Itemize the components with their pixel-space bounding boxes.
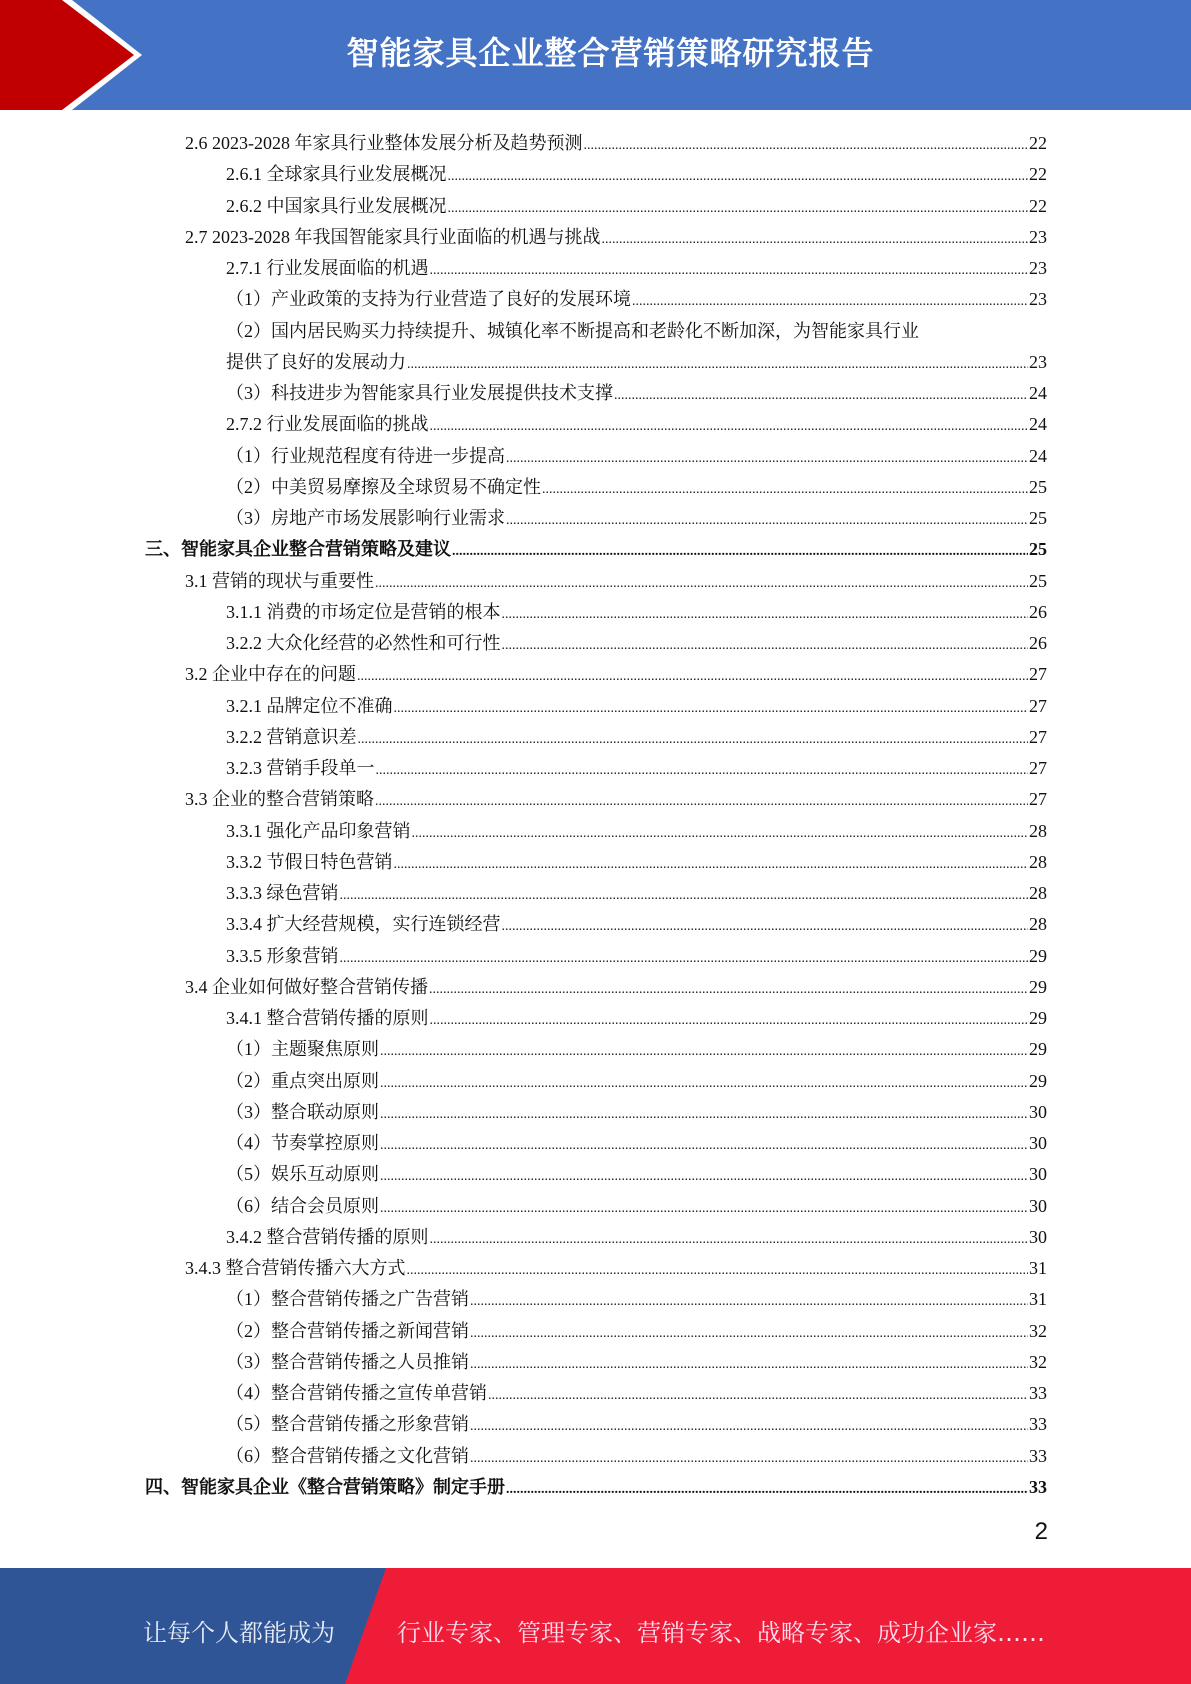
dot-leader bbox=[407, 1253, 1029, 1286]
toc-entry[interactable] bbox=[226, 1066, 1047, 1097]
toc-entry[interactable] bbox=[226, 253, 1047, 284]
toc-entry-page: 32 bbox=[1029, 1320, 1047, 1341]
toc-entry-title: 3.4.3 整合营销传播六大方式 bbox=[185, 1258, 406, 1278]
dot-leader bbox=[375, 566, 1028, 599]
dot-leader bbox=[340, 878, 1029, 911]
dot-leader bbox=[380, 1097, 1028, 1130]
toc-entry-title: 3.2.3 营销手段单一 bbox=[226, 758, 375, 778]
toc-entry-page: 33 bbox=[1029, 1414, 1047, 1435]
header-banner bbox=[0, 0, 1191, 110]
dot-leader bbox=[452, 534, 1028, 567]
toc-entry-title: 3.1 营销的现状与重要性 bbox=[185, 570, 374, 591]
toc-entry-title: （4）整合营销传播之宣传单营销 bbox=[226, 1383, 487, 1403]
toc-entry-page: 27 bbox=[1029, 664, 1047, 685]
toc-entry[interactable] bbox=[226, 691, 1047, 722]
dot-leader bbox=[448, 191, 1029, 224]
toc-entry-page: 26 bbox=[1029, 601, 1047, 622]
toc-entry-title: 提供了良好的发展动力 bbox=[226, 351, 406, 372]
toc-entry-page: 23 bbox=[1029, 351, 1047, 372]
dot-leader bbox=[376, 753, 1029, 786]
dot-leader bbox=[430, 1222, 1029, 1255]
dot-leader bbox=[357, 659, 1028, 692]
dot-leader bbox=[380, 1159, 1028, 1192]
dot-leader bbox=[584, 128, 1029, 161]
toc-entry-title: 3.2.2 营销意识差 bbox=[226, 726, 357, 747]
toc-entry-page: 25 bbox=[1029, 476, 1047, 497]
toc-entry-page: 23 bbox=[1029, 258, 1047, 278]
toc-entry-page: 23 bbox=[1029, 289, 1047, 310]
dot-leader bbox=[407, 347, 1028, 380]
toc-entry[interactable] bbox=[226, 1347, 1047, 1378]
dot-leader bbox=[602, 222, 1029, 255]
toc-entry-page: 23 bbox=[1029, 226, 1047, 247]
toc-entry-title: （2）中美贸易摩擦及全球贸易不确定性 bbox=[226, 476, 541, 497]
toc-entry-page: 28 bbox=[1029, 820, 1047, 841]
footer-slogan-left: 让每个人都能成为 bbox=[143, 1619, 335, 1647]
toc-entry[interactable] bbox=[185, 128, 1047, 159]
toc-entry[interactable] bbox=[226, 159, 1047, 190]
toc-entry-title: 3.3.3 绿色营销 bbox=[226, 883, 339, 903]
toc-entry-title: （1）主题聚焦原则 bbox=[226, 1039, 379, 1060]
toc-entry[interactable] bbox=[226, 816, 1047, 847]
toc-entry-page: 22 bbox=[1029, 195, 1047, 216]
dot-leader bbox=[542, 472, 1028, 505]
toc-entry-page: 27 bbox=[1029, 789, 1047, 810]
dot-leader bbox=[488, 1378, 1028, 1411]
toc-entry-title: （5）娱乐互动原则 bbox=[226, 1164, 379, 1185]
toc-entry-page: 31 bbox=[1029, 1258, 1047, 1278]
toc-entry-title: 3.3.5 形象营销 bbox=[226, 945, 339, 966]
toc-entry[interactable] bbox=[226, 1284, 1047, 1315]
toc-entry-title: 3.2 企业中存在的问题 bbox=[185, 664, 356, 685]
document-title: 智能家具企业整合营销策略研究报告 bbox=[346, 34, 875, 72]
toc-entry[interactable] bbox=[185, 1253, 1047, 1284]
toc-entry[interactable] bbox=[226, 284, 1047, 315]
toc-entry[interactable] bbox=[185, 972, 1047, 1003]
toc-entry-page: 29 bbox=[1029, 1039, 1047, 1060]
toc-entry-page: 25 bbox=[1029, 539, 1047, 560]
toc-entry[interactable] bbox=[226, 1128, 1047, 1159]
dot-leader bbox=[394, 691, 1029, 724]
toc-entry-page: 31 bbox=[1029, 1289, 1047, 1310]
toc-entry[interactable] bbox=[226, 1441, 1047, 1472]
toc-entry[interactable] bbox=[226, 722, 1047, 753]
toc-entry-title: 3.3.2 节假日特色营销 bbox=[226, 851, 393, 872]
toc-entry[interactable] bbox=[185, 784, 1047, 815]
toc-entry-page: 30 bbox=[1029, 1164, 1047, 1185]
toc-entry[interactable] bbox=[226, 1097, 1047, 1128]
footer-banner bbox=[0, 1568, 1191, 1684]
dot-leader bbox=[506, 503, 1028, 536]
toc-entry[interactable] bbox=[145, 534, 1047, 565]
dot-leader bbox=[340, 941, 1029, 974]
toc-entry-page: 24 bbox=[1029, 445, 1047, 466]
toc-entry-page: 28 bbox=[1029, 883, 1047, 903]
toc-entry-title: 2.7 2023-2028 年我国智能家具行业面临的机遇与挑战 bbox=[185, 226, 601, 247]
toc-entry-title: 3.3 企业的整合营销策略 bbox=[185, 789, 374, 810]
toc-entry-title: 3.2.1 品牌定位不准确 bbox=[226, 695, 393, 716]
toc-entry[interactable] bbox=[226, 1316, 1047, 1347]
toc-entry[interactable] bbox=[226, 878, 1047, 909]
dot-leader bbox=[430, 1003, 1029, 1036]
toc-entry-title: （6）结合会员原则 bbox=[226, 1195, 379, 1216]
toc-entry-title: （4）节奏掌控原则 bbox=[226, 1133, 379, 1153]
toc-entry-title: （3）整合营销传播之人员推销 bbox=[226, 1351, 469, 1372]
toc-entry-page: 22 bbox=[1029, 164, 1047, 185]
dot-leader bbox=[380, 1034, 1028, 1067]
toc-entry[interactable] bbox=[226, 503, 1047, 534]
dot-leader bbox=[375, 784, 1028, 817]
page-number: 2 bbox=[1034, 1518, 1048, 1545]
toc-entry-title: 3.4 企业如何做好整合营销传播 bbox=[185, 976, 428, 997]
toc-entry-title: 四、智能家具企业《整合营销策略》制定手册 bbox=[145, 1476, 505, 1497]
dot-leader bbox=[429, 972, 1028, 1005]
dot-leader bbox=[470, 1441, 1028, 1474]
dot-leader bbox=[380, 1191, 1028, 1224]
toc-entry-title: 2.7.1 行业发展面临的机遇 bbox=[226, 258, 429, 278]
toc-entry-page: 25 bbox=[1029, 508, 1047, 528]
toc-entry-page: 29 bbox=[1029, 1070, 1047, 1091]
toc-entry-title: 3.4.1 整合营销传播的原则 bbox=[226, 1008, 429, 1028]
toc-entry[interactable] bbox=[226, 347, 1047, 378]
toc-entry-title: （6）整合营销传播之文化营销 bbox=[226, 1445, 469, 1466]
dot-leader bbox=[394, 847, 1029, 880]
toc-entry-title: 3.4.2 整合营销传播的原则 bbox=[226, 1226, 429, 1247]
dot-leader bbox=[470, 1284, 1028, 1317]
toc-entry[interactable] bbox=[226, 1222, 1047, 1253]
footer-slogan-right: 行业专家、管理专家、营销专家、战略专家、成功企业家…… bbox=[397, 1619, 1045, 1647]
toc-entry[interactable] bbox=[226, 628, 1047, 659]
toc-entry[interactable] bbox=[226, 409, 1047, 440]
toc-entry[interactable] bbox=[226, 472, 1047, 503]
dot-leader bbox=[470, 1347, 1028, 1380]
toc-entry-title: （5）整合营销传播之形象营销 bbox=[226, 1414, 469, 1435]
toc-entry[interactable] bbox=[185, 222, 1047, 253]
toc-entry-page: 27 bbox=[1029, 726, 1047, 747]
toc-entry-page: 29 bbox=[1029, 1008, 1047, 1028]
toc-entry-title: 3.3.1 强化产品印象营销 bbox=[226, 820, 411, 841]
dot-leader bbox=[430, 253, 1029, 286]
toc-entry[interactable] bbox=[145, 1472, 1047, 1503]
toc-entry[interactable] bbox=[226, 1409, 1047, 1440]
dot-leader bbox=[358, 722, 1029, 755]
toc-entry[interactable] bbox=[226, 316, 1047, 347]
toc-entry-page: 24 bbox=[1029, 414, 1047, 435]
toc-entry[interactable] bbox=[226, 1159, 1047, 1190]
toc-entry-title: （2）重点突出原则 bbox=[226, 1070, 379, 1091]
toc-entry-title: 2.6 2023-2028 年家具行业整体发展分析及趋势预测 bbox=[185, 133, 583, 153]
toc-entry-page: 29 bbox=[1029, 976, 1047, 997]
toc-entry-page: 30 bbox=[1029, 1195, 1047, 1216]
dot-leader bbox=[412, 816, 1029, 849]
toc-entry-title: 2.6.1 全球家具行业发展概况 bbox=[226, 164, 447, 185]
toc-entry[interactable] bbox=[226, 753, 1047, 784]
toc-entry[interactable] bbox=[226, 191, 1047, 222]
toc-entry[interactable] bbox=[226, 597, 1047, 628]
dot-leader bbox=[380, 1066, 1028, 1099]
toc-entry-page: 32 bbox=[1029, 1351, 1047, 1372]
toc-entry-page: 25 bbox=[1029, 570, 1047, 591]
toc-entry-page: 30 bbox=[1029, 1133, 1047, 1153]
toc-entry-title: 三、智能家具企业整合营销策略及建议 bbox=[145, 539, 451, 560]
toc-entry-title: 2.7.2 行业发展面临的挑战 bbox=[226, 414, 429, 435]
toc-entry-page: 28 bbox=[1029, 914, 1047, 935]
dot-leader bbox=[380, 1128, 1028, 1161]
toc-entry[interactable] bbox=[185, 659, 1047, 690]
toc-entry-title: 2.6.2 中国家具行业发展概况 bbox=[226, 195, 447, 216]
toc-entry[interactable] bbox=[226, 1034, 1047, 1065]
toc-entry-page: 26 bbox=[1029, 633, 1047, 653]
toc-entry-title: （3）科技进步为智能家具行业发展提供技术支撑 bbox=[226, 383, 613, 403]
toc-entry-page: 27 bbox=[1029, 695, 1047, 716]
toc-entry-title: 3.3.4 扩大经营规模，实行连锁经营 bbox=[226, 914, 501, 935]
dot-leader bbox=[448, 159, 1029, 192]
toc-entry-page: 33 bbox=[1029, 1476, 1047, 1497]
toc-entry-page: 22 bbox=[1029, 133, 1047, 153]
toc-entry[interactable] bbox=[226, 378, 1047, 409]
dot-leader bbox=[502, 909, 1029, 942]
toc-entry[interactable] bbox=[226, 1191, 1047, 1222]
toc-entry-page: 33 bbox=[1029, 1383, 1047, 1403]
toc-entry[interactable] bbox=[226, 941, 1047, 972]
dot-leader bbox=[632, 284, 1028, 317]
toc-entry[interactable] bbox=[226, 847, 1047, 878]
toc-entry-page: 28 bbox=[1029, 851, 1047, 872]
dot-leader bbox=[430, 409, 1029, 442]
toc-entry[interactable] bbox=[185, 566, 1047, 597]
dot-leader bbox=[506, 441, 1028, 474]
dot-leader bbox=[470, 1409, 1028, 1442]
dot-leader bbox=[502, 628, 1029, 661]
toc-entry-title: （1）产业政策的支持为行业营造了良好的发展环境 bbox=[226, 289, 631, 310]
toc-entry[interactable] bbox=[226, 1378, 1047, 1409]
toc-entry-title: （1）整合营销传播之广告营销 bbox=[226, 1289, 469, 1310]
toc-entry-title: 3.1.1 消费的市场定位是营销的根本 bbox=[226, 601, 501, 622]
dot-leader bbox=[506, 1472, 1028, 1505]
dot-leader bbox=[502, 597, 1029, 630]
toc-entry[interactable] bbox=[226, 909, 1047, 940]
toc-entry-page: 24 bbox=[1029, 383, 1047, 403]
toc-entry[interactable] bbox=[226, 1003, 1047, 1034]
toc-entry-page: 29 bbox=[1029, 945, 1047, 966]
toc-entry[interactable] bbox=[226, 441, 1047, 472]
toc-entry-page: 30 bbox=[1029, 1101, 1047, 1122]
toc-entry-title: 3.2.2 大众化经营的必然性和可行性 bbox=[226, 633, 501, 653]
toc-entry-page: 30 bbox=[1029, 1226, 1047, 1247]
dot-leader bbox=[614, 378, 1028, 411]
toc-entry-title: （3）房地产市场发展影响行业需求 bbox=[226, 508, 505, 528]
toc-entry-title: （1）行业规范程度有待进一步提高 bbox=[226, 445, 505, 466]
toc-entry-page: 33 bbox=[1029, 1445, 1047, 1466]
dot-leader bbox=[470, 1316, 1028, 1349]
toc-entry-title: （2）整合营销传播之新闻营销 bbox=[226, 1320, 469, 1341]
toc-entry-title: （2）国内居民购买力持续提升、城镇化率不断提高和老龄化不断加深，为智能家具行业 bbox=[226, 320, 919, 341]
toc-entry-page: 27 bbox=[1029, 758, 1047, 778]
toc-entry-title: （3）整合联动原则 bbox=[226, 1101, 379, 1122]
